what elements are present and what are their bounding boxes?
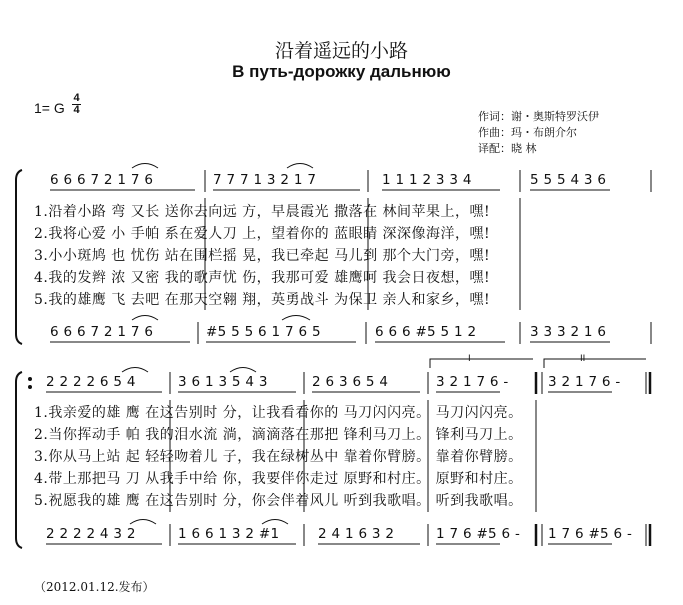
s2-melody-bottom-bar-3: 2 4 1 6 3 2	[318, 526, 395, 542]
s2-lyric-verse-3: 3.你从马上站 起 轻轻吻着儿 子，我在绿树丛中 靠着你臂膀。 靠着你臂膀。	[34, 449, 523, 465]
s2-lyric-verse-1: 1.我亲爱的雄 鹰 在这告别时 分，让我看看你的 马刀闪闪亮。 马刀闪闪亮。	[34, 405, 523, 421]
s2-melody-top-bar-4: 3 2 1 7 6 -	[436, 374, 509, 390]
song-title-russian: В путь-дорожку дальнюю	[232, 62, 451, 81]
s2-lyric-verse-2: 2.当你挥动手 帕 我的泪水流 淌，滴滴落在那把 锋利马刀上。 锋利马刀上。	[34, 427, 523, 443]
slur	[287, 164, 313, 169]
s1-melody-bottom-bar-3: 6 6 6 #5 5 1 2	[375, 324, 477, 340]
volta-bracket-1	[430, 359, 533, 368]
time-signature-bottom: 4	[73, 104, 80, 116]
s1-lyric-verse-1: 1.沿着小路 弯 又长 送你去向远 方，早晨霞光 撒落在 林间苹果上，嘿!	[34, 204, 491, 220]
s2-melody-bottom-bar-4: 1 7 6 #5 6 -	[436, 526, 521, 542]
s2-melody-bottom-bar-1: 2 2 2 2 4 3 2	[46, 526, 136, 542]
s1-melody-bottom-bar-4: 3 3 3 2 1 6	[530, 324, 607, 340]
slur	[230, 368, 256, 373]
s2-melody-bottom-bar-5: 1 7 6 #5 6 -	[548, 526, 633, 542]
s2-lyric-verse-4: 4.带上那把马 刀 从我手中给 你，我要伴你走过 原野和村庄。 原野和村庄。	[34, 471, 523, 487]
s2-melody-top-bar-2: 3 6 1 3 5 4 3	[178, 374, 268, 390]
s2-lyric-verse-5: 5.祝愿我的雄 鹰 在这告别时 分，你会伴着风儿 听到我歌唱。 听到我歌唱。	[34, 493, 523, 509]
repeat-dot	[29, 386, 32, 389]
composer-credit: 作曲：玛・布朗介尔	[478, 126, 577, 139]
volta-bracket-2	[544, 359, 646, 368]
slur	[282, 316, 310, 321]
time-signature-top: 4	[73, 92, 80, 104]
s1-melody-top-bar-2: 7 7 7 1 3 2 1 7	[213, 172, 317, 188]
s1-melody-bottom-bar-1: 6 6 6 7 2 1 7 6	[50, 324, 154, 340]
slur	[262, 520, 288, 525]
slur	[132, 316, 158, 321]
slur	[130, 520, 156, 525]
s1-lyric-verse-3: 3.小小斑鸠 也 忧伤 站在围栏摇 晃，我已牵起 马儿到 那个大门旁，嘿!	[34, 248, 491, 264]
repeat-dot	[29, 378, 32, 381]
key-signature: 1= G	[34, 100, 65, 116]
arranger-credit: 译配：晓 林	[478, 142, 537, 155]
song-title-chinese: 沿着遥远的小路	[274, 40, 408, 62]
s2-melody-top-bar-5: 3 2 1 7 6 -	[548, 374, 621, 390]
s2-melody-top-bar-3: 2 6 3 6 5 4	[312, 374, 389, 390]
s1-lyric-verse-5: 5.我的雄鹰 飞 去吧 在那天空翱 翔，英勇战斗 为保卫 亲人和家乡，嘿!	[34, 292, 491, 308]
lyricist-credit: 作词：谢・奥斯特罗沃伊	[478, 110, 599, 123]
s1-system-brace	[16, 170, 22, 344]
slur	[122, 368, 148, 373]
volta-first-ending: I	[468, 354, 471, 364]
s1-melody-top-bar-3: 1 1 1 2 3 3 4	[382, 172, 472, 188]
s1-melody-bottom-bar-2: #5 5 5 6 1 7 6 5	[206, 324, 321, 340]
s1-lyric-verse-4: 4.我的发辫 浓 又密 我的歌声忧 伤，我那可爱 雄鹰呵 我会日夜想，嘿!	[34, 270, 491, 286]
s1-melody-top-bar-1: 6 6 6 7 2 1 7 6	[50, 172, 154, 188]
slur	[132, 164, 158, 169]
s1-lyric-verse-2: 2.我将心爱 小 手帕 系在爱人刀 上，望着你的 蓝眼睛 深深像海洋，嘿!	[34, 226, 491, 242]
volta-second-ending: II	[580, 354, 586, 364]
s2-melody-top-bar-1: 2 2 2 2 6 5 4	[46, 374, 136, 390]
s2-melody-bottom-bar-2: 1 6 6 1 3 2 #1	[178, 526, 280, 542]
s1-melody-top-bar-4: 5 5 5 4 3 6	[530, 172, 607, 188]
publish-date: （2012.01.12.发布）	[34, 580, 155, 594]
s2-system-brace	[16, 372, 22, 548]
